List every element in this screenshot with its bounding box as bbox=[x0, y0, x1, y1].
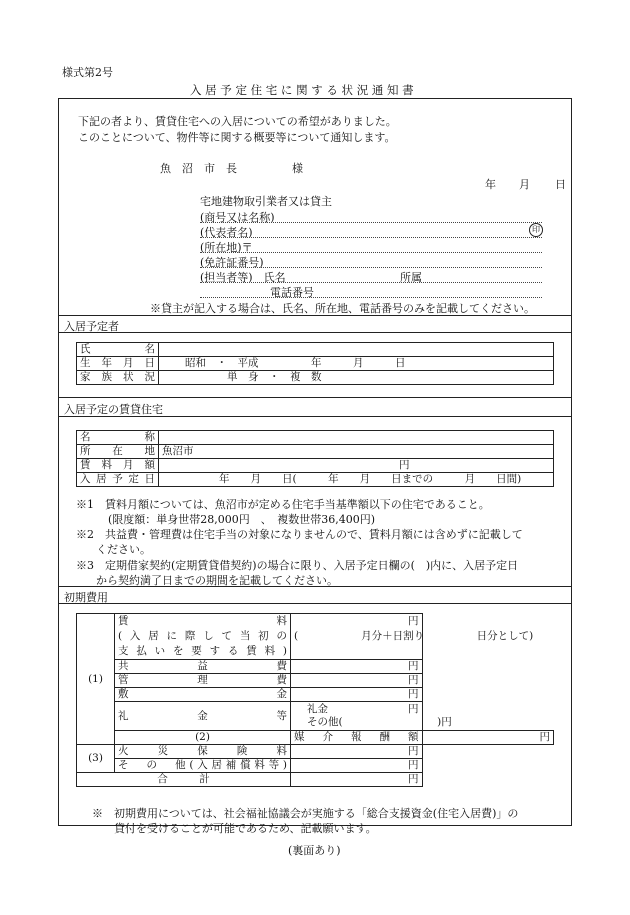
rent-label-2: (入居に際して当初の bbox=[118, 630, 287, 642]
housing-location-label: 所 在 地 bbox=[77, 445, 159, 459]
sender-trade-name: (商号又は名称) bbox=[200, 211, 275, 224]
tenant-name-label: 氏 名 bbox=[77, 343, 159, 357]
sender-dept: 所属 bbox=[400, 271, 422, 284]
seal-icon: 印 bbox=[529, 223, 543, 237]
housing-note-1: ※1 賃料月額については、魚沼市が定める住宅手当基準額以下の住宅であること。 bbox=[76, 498, 490, 511]
table-row bbox=[77, 660, 554, 674]
housing-name-field[interactable] bbox=[159, 431, 554, 445]
costs-note-1: ※ 初期費用については、社会福祉協議会が実施する「総合支援資金(住宅入居費)」の bbox=[92, 807, 519, 820]
intro-line-1: 下記の者より、賃貸住宅への入居についての希望がありました。 bbox=[78, 115, 397, 128]
total-label: 合 計 bbox=[77, 773, 291, 787]
housing-date-label: 入居予定日 bbox=[77, 473, 159, 487]
costs-note-2: 貸付を受けることが可能であるため、記載願います。 bbox=[114, 822, 377, 835]
rei-yen-1: 円 bbox=[408, 703, 419, 715]
intro-line-2: このことについて、物件等に関する概要等について通知します。 bbox=[78, 131, 396, 144]
housing-table bbox=[76, 430, 554, 487]
table-row bbox=[77, 674, 554, 688]
sender-phone: 電話番号 bbox=[270, 286, 314, 299]
form-number: 様式第2号 bbox=[62, 66, 113, 79]
table-row bbox=[77, 614, 554, 660]
sender-representative: (代表者名) bbox=[200, 226, 253, 239]
table-row bbox=[77, 357, 554, 371]
table-row bbox=[77, 702, 554, 731]
kasai-field[interactable]: 円 bbox=[291, 745, 423, 759]
tenant-family-label: 家 族 状 況 bbox=[77, 371, 159, 385]
housing-note-3b: から契約満了日までの期間を記載してください。 bbox=[96, 574, 338, 587]
sender-contact: (担当者等) 氏名 bbox=[200, 271, 286, 284]
shiki-label: 敷 金 bbox=[115, 688, 291, 702]
form-title: 入 居 予 定 住 宅 に 関 す る 状 況 通 知 書 bbox=[190, 83, 414, 97]
table-row bbox=[77, 343, 554, 357]
total-field[interactable]: 円 bbox=[291, 773, 423, 787]
table-row bbox=[77, 745, 554, 759]
rei-field[interactable] bbox=[291, 702, 452, 731]
rent-prorate: ( 月分＋日割り 日分として) bbox=[294, 630, 534, 642]
divider bbox=[58, 586, 572, 587]
address-line bbox=[200, 252, 542, 253]
addressee-honorific: 様 bbox=[292, 162, 303, 175]
table-row bbox=[77, 688, 554, 702]
rei-sub-1: 礼金 bbox=[307, 703, 328, 715]
tenant-section-title: 入居予定者 bbox=[64, 320, 119, 333]
kasai-label: 火 災 保 険 料 bbox=[115, 745, 291, 759]
cost-group-1: (1) bbox=[77, 614, 115, 745]
kyoeki-label: 共 益 費 bbox=[115, 660, 291, 674]
cost-group-2: (2) bbox=[115, 731, 291, 745]
housing-note-2b: ください。 bbox=[96, 543, 151, 556]
sonota-label: そ の 他(入居補償料等) bbox=[115, 759, 291, 773]
date-month: 月 bbox=[519, 178, 530, 191]
kanri-field[interactable]: 円 bbox=[291, 674, 423, 688]
table-row bbox=[77, 773, 554, 787]
baikai-field[interactable]: 円 bbox=[422, 731, 554, 745]
contact-line bbox=[200, 282, 542, 283]
sonota-field[interactable]: 円 bbox=[291, 759, 423, 773]
rent-label-1: 賃 料 bbox=[118, 615, 287, 627]
table-row bbox=[77, 431, 554, 445]
divider bbox=[58, 332, 572, 333]
housing-rent-label: 賃 料 月 額 bbox=[77, 459, 159, 473]
divider bbox=[58, 416, 572, 417]
rent-field[interactable] bbox=[291, 614, 534, 660]
housing-rent-field[interactable]: 円 bbox=[159, 459, 554, 473]
table-row bbox=[77, 371, 554, 385]
tenant-name-field[interactable] bbox=[159, 343, 554, 357]
tenant-birth-label: 生 年 月 日 bbox=[77, 357, 159, 371]
sender-note: ※貸主が記入する場合は、氏名、所在地、電話番号のみを記載してください。 bbox=[150, 302, 535, 315]
housing-note-1b: (限度額：単身世帯28,000円 、 複数世帯36,400円) bbox=[108, 513, 376, 526]
tenant-table bbox=[76, 342, 554, 385]
rent-label-3: 支払いを要する賃料) bbox=[118, 645, 287, 657]
trade-name-line bbox=[200, 222, 542, 223]
cost-group-3: (3) bbox=[77, 745, 115, 773]
kanri-label: 管 理 費 bbox=[115, 674, 291, 688]
footer-note: (裏面あり) bbox=[288, 844, 341, 857]
table-row bbox=[77, 473, 554, 487]
addressee-name: 魚 沼 市 長 bbox=[160, 162, 237, 175]
table-row bbox=[77, 445, 554, 459]
costs-table bbox=[76, 613, 554, 787]
representative-line bbox=[200, 237, 542, 238]
table-row bbox=[77, 459, 554, 473]
divider bbox=[58, 315, 572, 316]
rent-yen: 円 bbox=[408, 615, 419, 627]
kyoeki-field[interactable]: 円 bbox=[291, 660, 423, 674]
divider bbox=[58, 603, 572, 604]
baikai-label: 媒 介 報 酬 額 bbox=[291, 731, 423, 745]
table-row bbox=[77, 759, 554, 773]
rent-label-cell bbox=[115, 614, 291, 660]
housing-name-label: 名 称 bbox=[77, 431, 159, 445]
housing-location-field[interactable]: 魚沼市 bbox=[159, 445, 554, 459]
costs-section-title: 初期費用 bbox=[64, 591, 108, 604]
rei-yen-2: 円 bbox=[441, 716, 452, 728]
date-day: 日 bbox=[555, 178, 566, 191]
license-line bbox=[200, 267, 542, 268]
divider bbox=[58, 397, 572, 398]
tenant-birth-field[interactable]: 昭和 ・ 平成 年 月 日 bbox=[159, 357, 554, 371]
table-row bbox=[77, 731, 554, 745]
sender-address: (所在地)〒 bbox=[200, 241, 253, 254]
housing-note-2: ※2 共益費・管理費は住宅手当の対象になりませんので、賃料月額には含めずに記載して bbox=[76, 528, 523, 541]
rei-label: 礼 金 等 bbox=[115, 702, 291, 731]
tenant-family-field[interactable]: 単 身 ・ 複 数 bbox=[159, 371, 554, 385]
sender-heading: 宅地建物取引業者又は貸主 bbox=[200, 195, 332, 208]
sender-license: (免許証番号) bbox=[200, 256, 264, 269]
shiki-field[interactable]: 円 bbox=[291, 688, 423, 702]
rei-sub-2: その他( ) bbox=[307, 716, 442, 728]
housing-date-field[interactable]: 年 月 日( 年 月 日までの 月 日間) bbox=[159, 473, 554, 487]
phone-line bbox=[200, 297, 542, 298]
housing-note-3: ※3 定期借家契約(定期賃貸借契約)の場合に限り、入居予定日欄の( )内に、入居予定日 bbox=[76, 559, 519, 572]
date-year: 年 bbox=[485, 178, 496, 191]
housing-section-title: 入居予定の賃貸住宅 bbox=[64, 403, 163, 416]
